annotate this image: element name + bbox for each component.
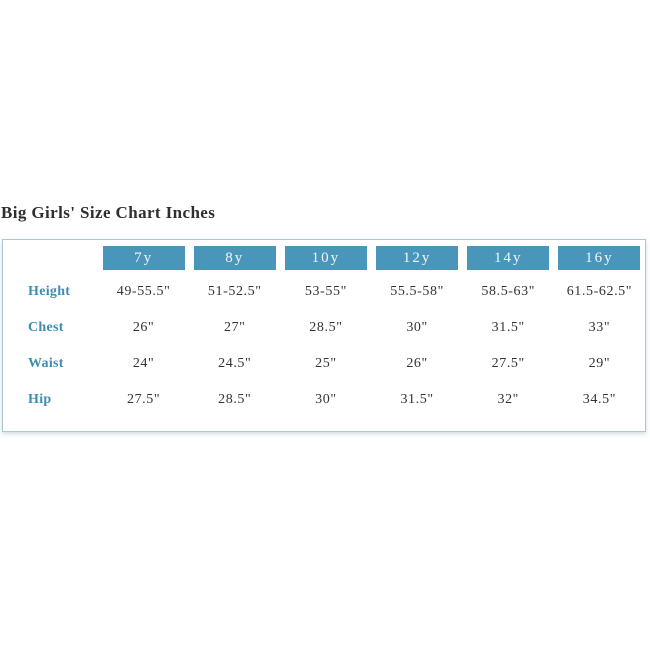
size-value-cell: 28.5" [309,320,343,335]
row-label-waist: Waist [28,356,64,371]
column-header-8y: 8y [194,246,276,270]
size-value-cell: 25" [315,356,337,371]
table-row-height [3,274,645,310]
size-value-cell: 51-52.5" [207,284,262,299]
size-value-cell: 33" [588,320,611,335]
size-value-cell: 34.5" [582,392,617,407]
size-value-cell: 61.5-62.5" [566,284,633,299]
size-value-cell: 49-55.5" [116,284,171,299]
column-header-12y: 12y [376,246,458,270]
size-value-cell: 30" [406,320,428,335]
size-value-cell: 32" [497,392,519,407]
row-label-hip: Hip [28,392,52,407]
size-value-cell: 53-55" [304,284,347,299]
size-value-cell: 29" [588,356,611,371]
size-value-cell: 55.5-58" [390,284,444,299]
size-value-cell: 28.5" [218,392,252,407]
size-value-cell: 31.5" [491,320,525,335]
size-value-cell: 27.5" [491,356,525,371]
size-value-cell: 58.5-63" [481,284,536,299]
table-row-chest [3,310,645,346]
table-row-waist [3,346,645,382]
size-value-cell: 26" [406,356,428,371]
table-row-hip [3,382,645,418]
size-chart-table [2,239,646,432]
column-header-14y: 14y [467,246,549,270]
size-value-cell: 30" [315,392,337,407]
row-label-chest: Chest [28,320,64,335]
column-header-7y: 7y [103,246,185,270]
header-row [3,246,645,270]
row-label-height: Height [28,284,71,299]
size-value-cell: 31.5" [400,392,434,407]
size-value-cell: 26" [132,320,155,335]
page-title: Big Girls' Size Chart Inches [1,203,216,222]
size-value-cell: 24" [132,356,155,371]
header-spacer-cell [3,246,98,270]
column-header-16y: 16y [558,246,640,270]
column-header-10y: 10y [285,246,367,270]
size-value-cell: 27.5" [126,392,161,407]
size-value-cell: 24.5" [218,356,252,371]
size-value-cell: 27" [223,320,246,335]
